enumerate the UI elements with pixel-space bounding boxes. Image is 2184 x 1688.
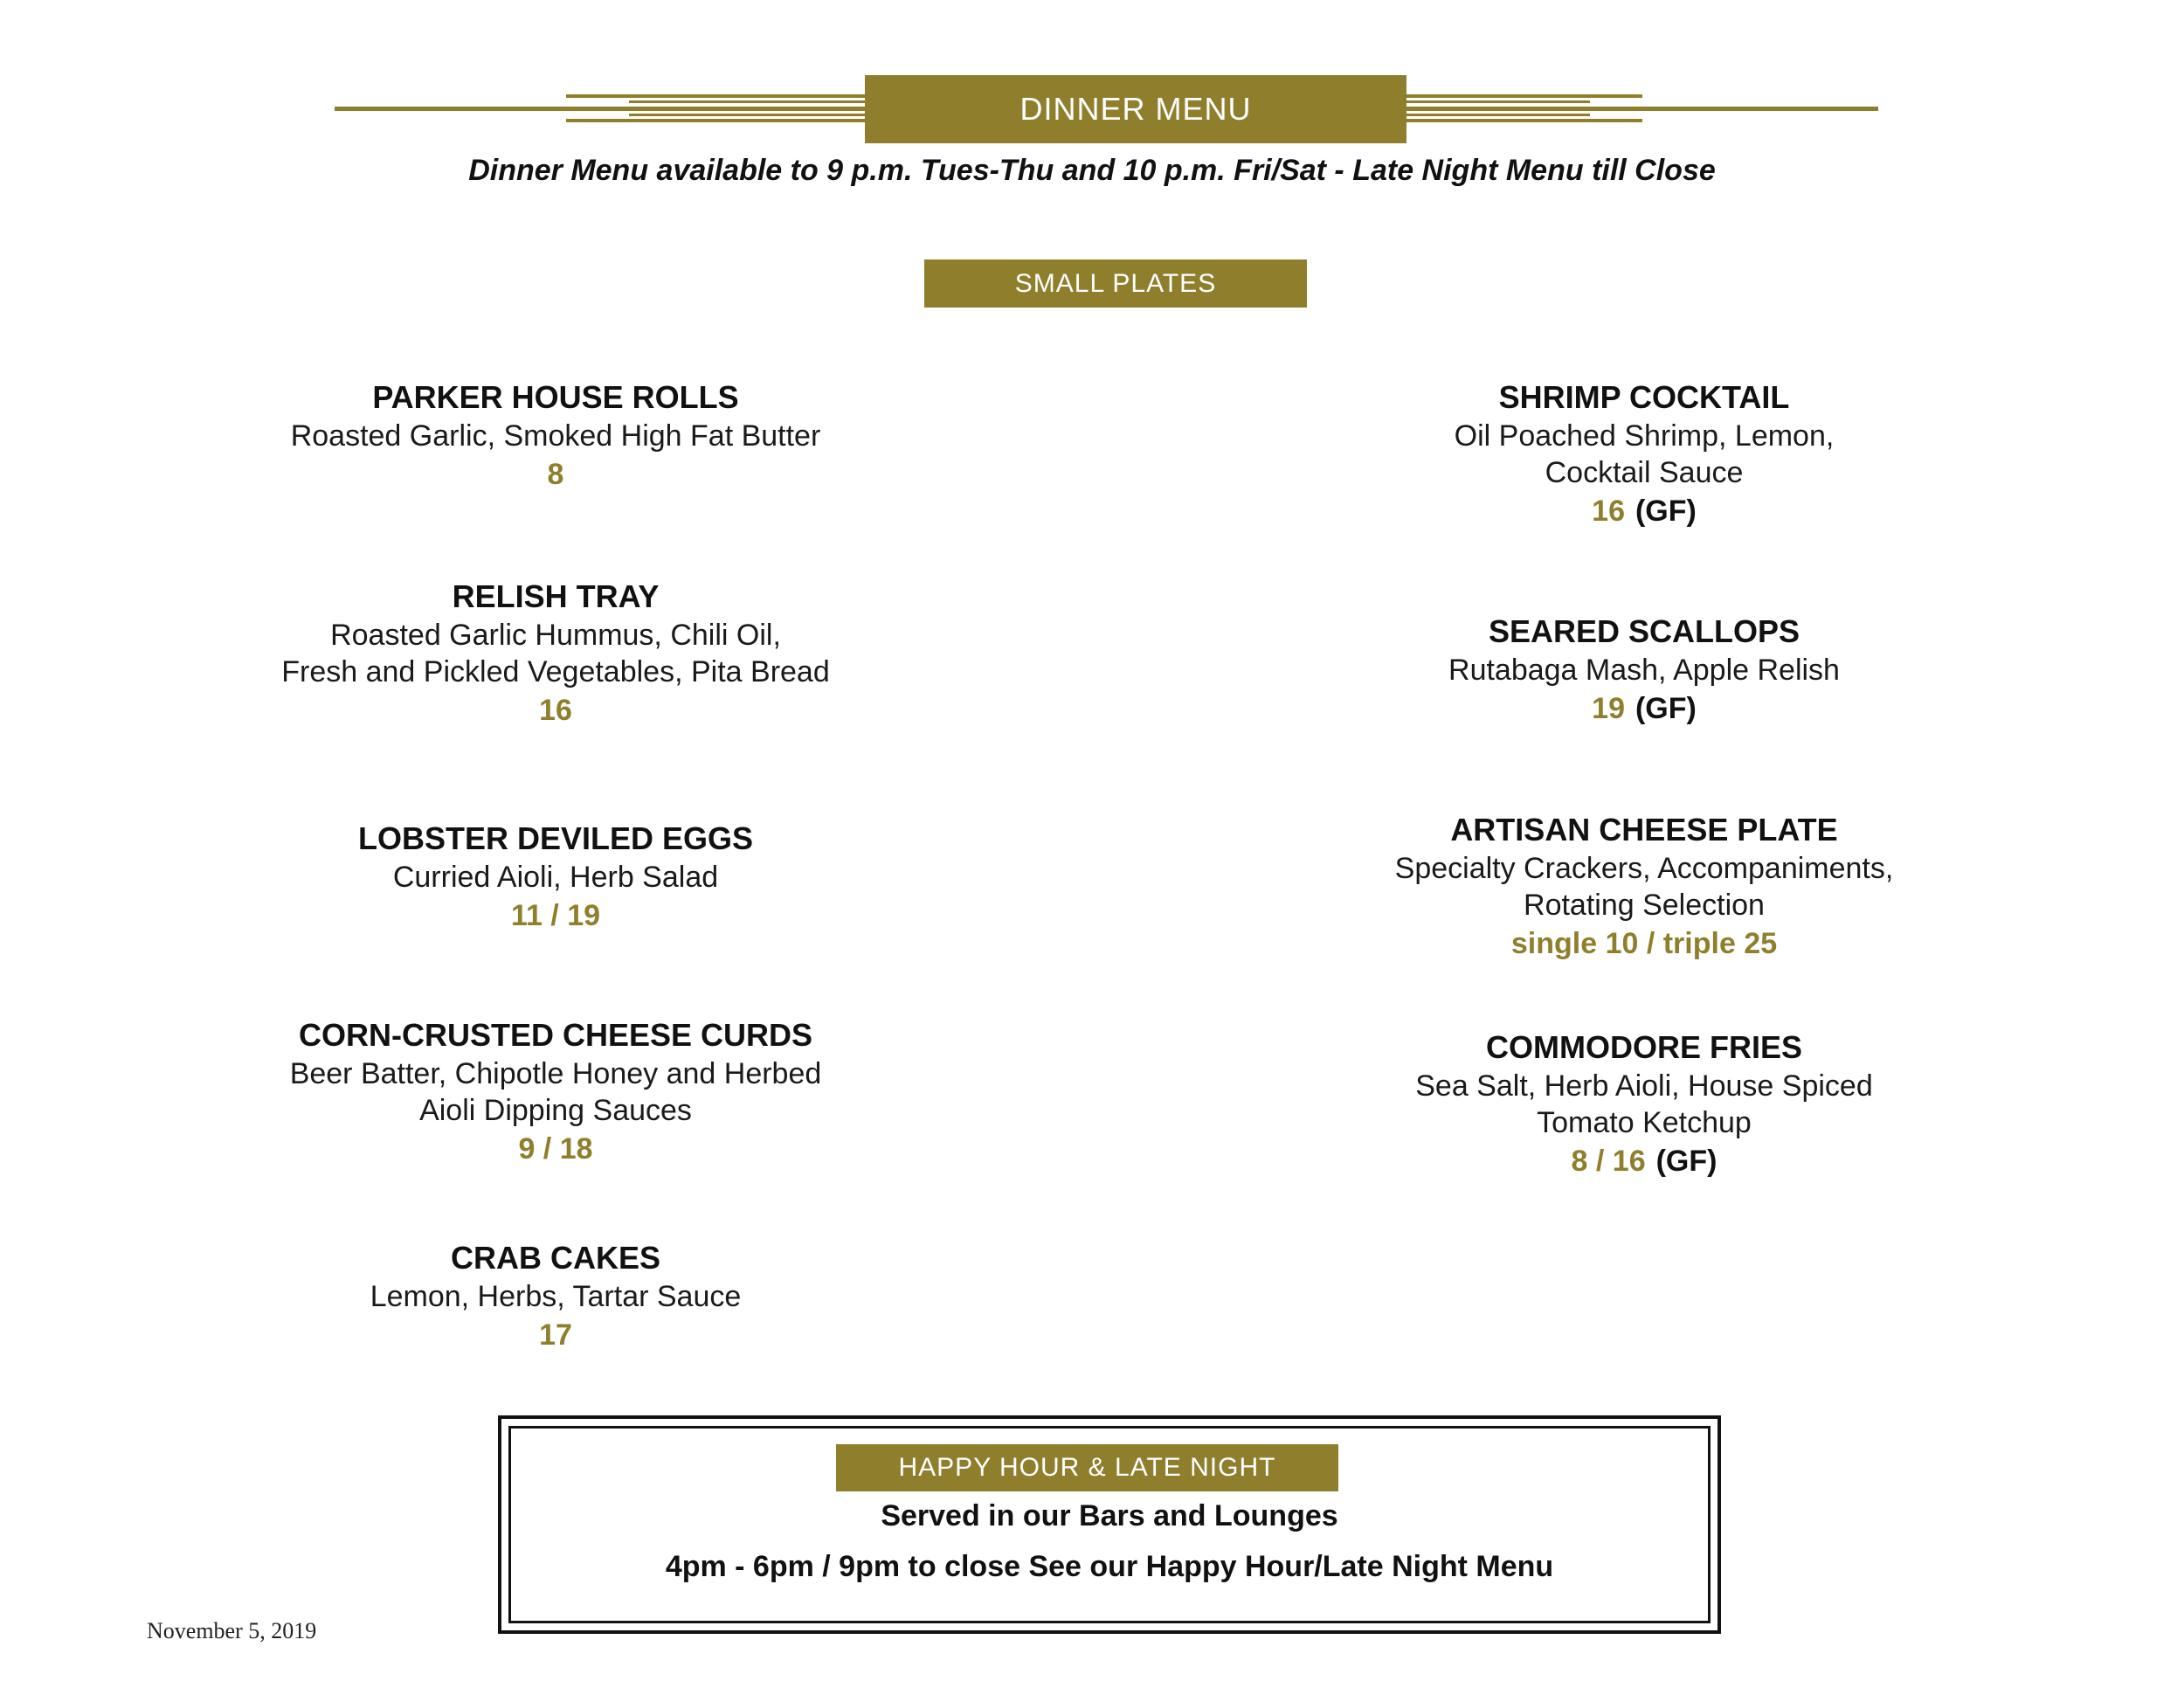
item-price: 17 (539, 1318, 572, 1352)
item-price: 11 / 19 (510, 899, 601, 932)
menu-title-banner (865, 75, 1406, 143)
item-name: SEARED SCALLOPS (1488, 613, 1800, 649)
item-name: CORN-CRUSTED CHEESE CURDS (298, 1017, 813, 1053)
item-name: ARTISAN CHEESE PLATE (1450, 812, 1838, 847)
happy-hour-times: 4pm - 6pm / 9pm to close See our Happy Hour/Late Night Menu (665, 1550, 1554, 1583)
item-price: 8 / 16 (1571, 1145, 1646, 1178)
item-description: Oil Poached Shrimp, Lemon, (1454, 419, 1835, 453)
item-description: Curried Aioli, Herb Salad (392, 861, 719, 894)
gluten-free-tag: (GF) (1655, 1145, 1717, 1178)
item-description: Cocktail Sauce (1545, 456, 1744, 489)
item-description: Tomato Ketchup (1537, 1106, 1752, 1139)
item-name: PARKER HOUSE ROLLS (372, 379, 739, 415)
menu-item (206, 1238, 905, 1355)
menu-date: November 5, 2019 (147, 1618, 317, 1643)
happy-hour-banner (836, 1444, 1338, 1491)
item-description: Specialty Crackers, Accompaniments, (1394, 852, 1894, 885)
menu-item (206, 377, 905, 495)
menu-item (1295, 1027, 1994, 1181)
menu-item (206, 819, 905, 936)
menu-item (206, 1015, 905, 1169)
item-description: Roasted Garlic, Smoked High Fat Butter (290, 419, 821, 453)
item-name: COMMODORE FRIES (1485, 1029, 1802, 1065)
item-description: Beer Batter, Chipotle Honey and Herbed (289, 1057, 822, 1090)
menu-item (1295, 810, 1994, 964)
gluten-free-tag: (GF) (1635, 495, 1697, 528)
item-price: 16 (1592, 495, 1625, 528)
menu-item (1295, 612, 1994, 729)
section-banner-small-plates (924, 259, 1307, 308)
item-price: single 10 / triple 25 (1510, 927, 1778, 960)
item-price: 19 (1592, 692, 1625, 725)
item-name: CRAB CAKES (450, 1240, 660, 1276)
item-description: Rutabaga Mash, Apple Relish (1448, 654, 1840, 687)
section-title: SMALL PLATES (1014, 268, 1217, 298)
menu-availability-note: Dinner Menu available to 9 p.m. Tues-Thu and 10 p.m. Fri/Sat - Late Night Menu till Close (468, 154, 1716, 187)
item-name: LOBSTER DEVILED EGGS (357, 820, 754, 856)
menu-title: DINNER MENU (1019, 91, 1252, 127)
menu-item (1295, 377, 1994, 531)
item-description: Aioli Dipping Sauces (419, 1094, 692, 1127)
item-price: 8 (547, 458, 564, 491)
menu-item (206, 577, 905, 730)
item-name: SHRIMP COCKTAIL (1498, 379, 1790, 415)
item-description: Lemon, Herbs, Tartar Sauce (370, 1280, 742, 1313)
item-description: Roasted Garlic Hummus, Chili Oil, (330, 619, 781, 652)
item-name: RELISH TRAY (452, 578, 660, 614)
item-price: 9 / 18 (518, 1132, 593, 1166)
gluten-free-tag: (GF) (1635, 692, 1697, 725)
item-description: Fresh and Pickled Vegetables, Pita Bread (281, 655, 830, 688)
item-price: 16 (539, 694, 572, 727)
item-description: Rotating Selection (1524, 889, 1765, 922)
happy-hour-title: HAPPY HOUR & LATE NIGHT (898, 1453, 1276, 1482)
happy-hour-location: Served in our Bars and Lounges (881, 1499, 1338, 1532)
item-description: Sea Salt, Herb Aioli, House Spiced (1415, 1069, 1873, 1103)
